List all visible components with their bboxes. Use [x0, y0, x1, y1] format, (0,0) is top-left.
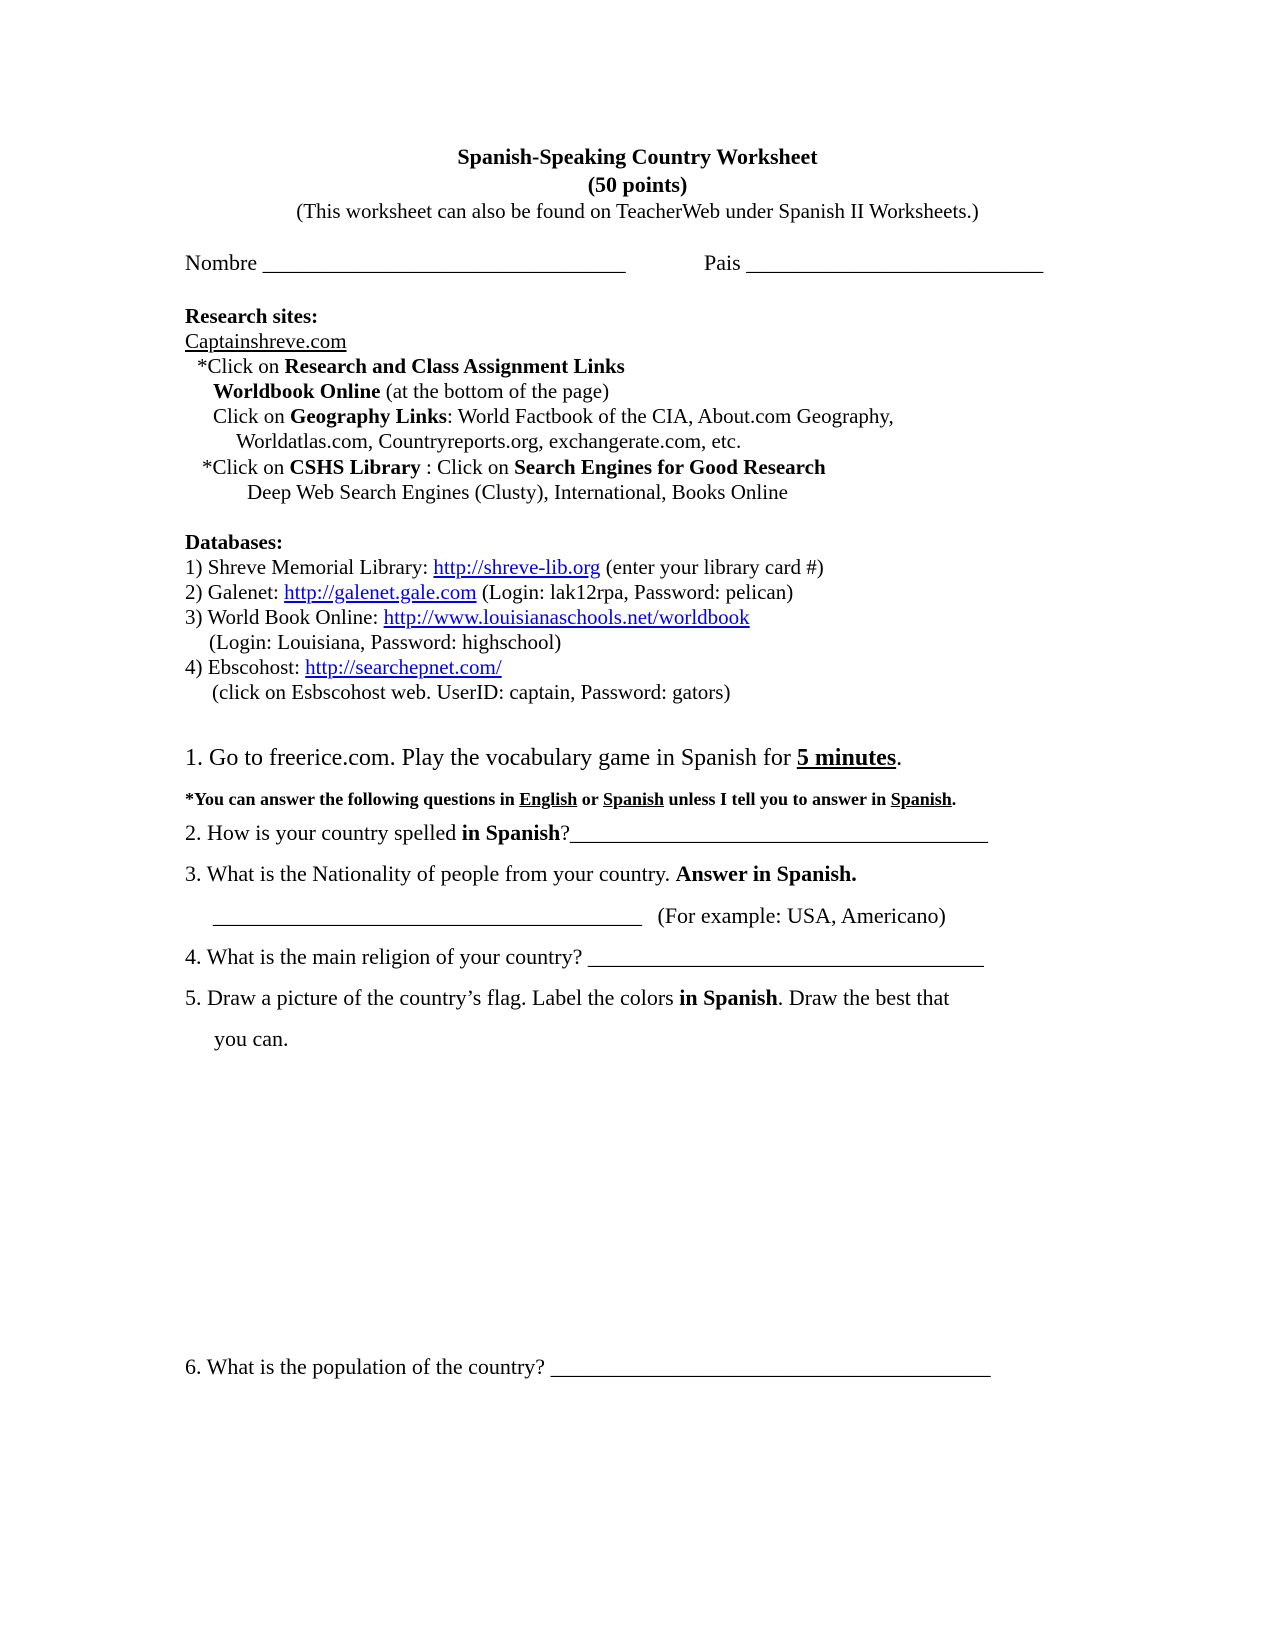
database-3-login: (Login: Louisiana, Password: highschool) [209, 630, 562, 654]
question-3-bold: Answer in Spanish. [675, 861, 857, 886]
nombre-field [185, 252, 626, 274]
research-line-6: Deep Web Search Engines (Clusty), International, Books Online [247, 480, 788, 504]
note-spanish-2: Spanish [890, 789, 952, 809]
research-line-1-pre: *Click on [197, 354, 285, 378]
research-line-3 [213, 406, 894, 427]
research-class-links: Research and Class Assignment Links [284, 354, 625, 378]
note-text-3: unless I tell you to answer in [664, 789, 891, 809]
cshs-library: CSHS Library [289, 455, 421, 479]
database-2-label: 2) Galenet: [185, 580, 285, 604]
question-3-blank: _______________________________________ [213, 903, 642, 928]
research-line-3-rest: : World Factbook of the CIA, About.com Geography, [446, 404, 894, 428]
question-2 [185, 822, 988, 844]
search-engines-good-research: Search Engines for Good Research [514, 455, 826, 479]
database-item-2 [185, 582, 793, 603]
research-line-5-mid: : Click on [420, 455, 515, 479]
question-1-end: . [896, 745, 903, 771]
worldbook-link[interactable]: http://www.louisianaschools.net/worldbook [383, 605, 750, 629]
answer-language-note [185, 790, 956, 808]
question-4: 4. What is the main religion of your country? ____________________________________ [185, 944, 984, 969]
worksheet-title: Spanish-Speaking Country Worksheet [457, 144, 818, 169]
research-line-1 [197, 356, 625, 377]
question-3-answer [213, 905, 946, 927]
database-4-label: 4) Ebscohost: [185, 655, 306, 679]
galenet-link[interactable]: http://galenet.gale.com [284, 580, 477, 604]
pais-blank: ___________________________ [746, 250, 1044, 275]
research-sites-heading: Research sites: [185, 304, 319, 328]
five-minutes: 5 minutes [796, 745, 897, 771]
question-2-blank: ?______________________________________ [560, 820, 989, 845]
research-line-4: Worldatlas.com, Countryreports.org, exchangerate.com, etc. [236, 429, 742, 453]
note-text-4: . [951, 789, 957, 809]
nombre-blank: _________________________________ [262, 250, 626, 275]
question-3-text: 3. What is the Nationality of people from your country. [185, 861, 676, 886]
database-item-1 [185, 557, 824, 578]
note-english: English [519, 789, 578, 809]
note-text-2: or [577, 789, 603, 809]
teacherweb-note: (This worksheet can also be found on TeacherWeb under Spanish II Worksheets.) [296, 199, 979, 223]
question-1-text: 1. Go to freerice.com. Play the vocabulary game in Spanish for [185, 745, 797, 771]
pais-label: Pais [704, 250, 741, 275]
captainshreve-site[interactable]: Captainshreve.com [185, 329, 347, 353]
question-2-text: 2. How is your country spelled [185, 820, 462, 845]
question-6: 6. What is the population of the country? ________________________________________ [185, 1354, 991, 1379]
geography-links: Geography Links [290, 404, 447, 428]
question-1 [185, 746, 902, 770]
database-1-note: (enter your library card #) [600, 555, 824, 579]
question-3 [185, 863, 857, 885]
pais-field [704, 252, 1043, 274]
question-3-example: (For example: USA, Americano) [657, 903, 946, 928]
shreve-lib-link[interactable]: http://shreve-lib.org [433, 555, 601, 579]
nombre-label: Nombre [185, 250, 258, 275]
database-3-label: 3) World Book Online: [185, 605, 384, 629]
database-4-login: (click on Esbscohost web. UserID: captain, Password: gators) [212, 680, 731, 704]
note-text-1: *You can answer the following questions in [185, 789, 520, 809]
database-item-4 [185, 657, 502, 678]
databases-heading: Databases: [185, 530, 283, 554]
database-1-label: 1) Shreve Memorial Library: [185, 555, 434, 579]
database-item-3 [185, 607, 750, 628]
points-subtitle: (50 points) [587, 172, 688, 197]
question-2-bold: in Spanish [461, 820, 561, 845]
question-5 [185, 987, 949, 1009]
ebscohost-link[interactable]: http://searchepnet.com/ [305, 655, 502, 679]
question-5-continued: you can. [214, 1026, 289, 1051]
research-line-2-rest: (at the bottom of the page) [380, 379, 610, 403]
research-line-5-pre: *Click on [202, 455, 290, 479]
research-line-5 [202, 457, 826, 478]
database-2-note: (Login: lak12rpa, Password: pelican) [476, 580, 794, 604]
research-line-2 [213, 381, 609, 402]
question-5-bold: in Spanish [679, 985, 778, 1010]
question-5-end: . Draw the best that [777, 985, 950, 1010]
research-line-3-pre: Click on [213, 404, 290, 428]
question-5-text: 5. Draw a picture of the country’s flag. Label the colors [185, 985, 680, 1010]
note-spanish: Spanish [602, 789, 665, 809]
worldbook-online: Worldbook Online [213, 379, 381, 403]
